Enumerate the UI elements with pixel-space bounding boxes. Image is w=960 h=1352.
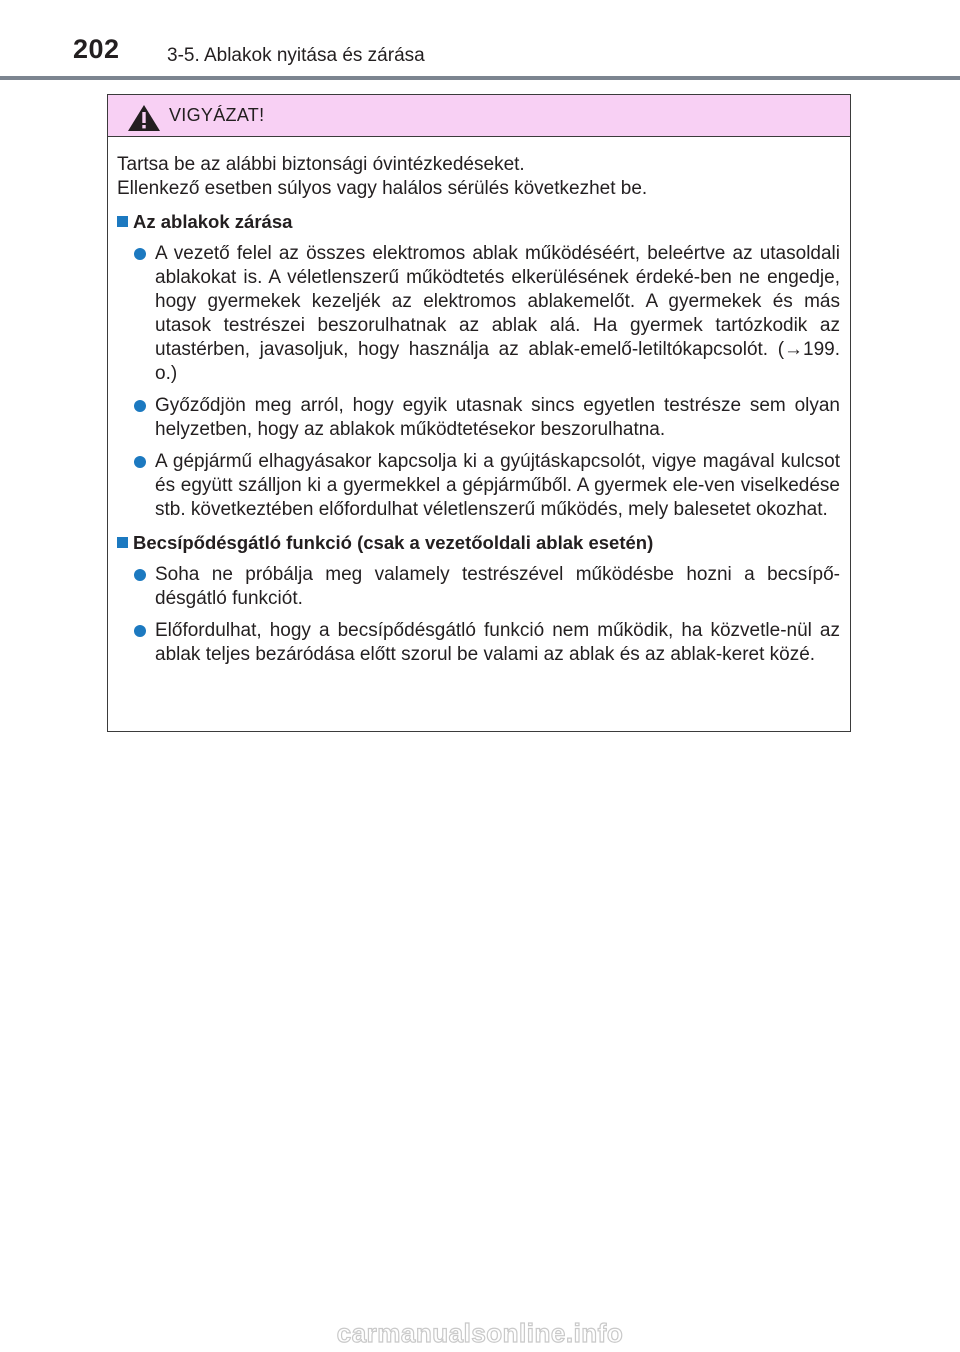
warning-triangle-icon bbox=[127, 104, 161, 132]
watermark-text: carmanualsonline.info bbox=[336, 1320, 624, 1348]
round-bullet-icon bbox=[134, 400, 146, 412]
list-item bbox=[117, 450, 840, 522]
list-item bbox=[117, 242, 840, 386]
header-rule bbox=[0, 76, 960, 80]
warning-intro bbox=[117, 153, 840, 201]
page-header bbox=[0, 0, 960, 80]
list-item-text: Győződjön meg arról, hogy egyik utasnak sincs egyetlen testrésze sem olyan helyzetben, hogy az ablakok működtetésekor beszorulhatna. bbox=[155, 395, 840, 440]
page-number: 202 bbox=[73, 34, 120, 64]
list-item bbox=[117, 394, 840, 442]
warning-title: VIGYÁZAT! bbox=[169, 105, 265, 125]
list-item-text: Soha ne próbálja meg valamely testrészével működésbe hozni a becsípő-désgátló funkciót. bbox=[155, 564, 840, 609]
list-item bbox=[117, 563, 840, 611]
list-item-text: A vezető felel az összes elektromos ablak működéséért, beleértve az utasoldali ablakokat is. A véletlenszerű működtetés elkerülésének érdeké-ben ne engedje, hogy gyermekek kezeljék az elektromos ablakemelőt. A gyermekek és más utasok testrészei beszorulhatnak az ablak alá. Ha gyermek tartózkodik az utastérben, javasoljuk, hogy használja az ablak-emelő-letiltókapcsolót. (→199. o.) bbox=[155, 243, 840, 384]
round-bullet-icon bbox=[134, 569, 146, 581]
list-item-text: A gépjármű elhagyásakor kapcsolja ki a gyújtáskapcsolót, vigye magával kulcsot és együtt szálljon ki a gyermekkel a gépjárműből. A gyermek ele-ven viselkedése stb. következtében előfordulhat véletlenszerű működés, mely balesetet okozhat. bbox=[155, 451, 840, 520]
square-bullet-icon bbox=[117, 216, 128, 227]
warning-header bbox=[108, 95, 850, 137]
section-heading-text: Az ablakok zárása bbox=[133, 211, 293, 232]
round-bullet-icon bbox=[134, 248, 146, 260]
section-heading-jam-protection bbox=[117, 531, 840, 555]
intro-line: Ellenkező esetben súlyos vagy halálos sérülés következhet be. bbox=[117, 178, 648, 199]
round-bullet-icon bbox=[134, 456, 146, 468]
warning-body bbox=[108, 137, 850, 667]
section-heading-text: Becsípődésgátló funkció (csak a vezetőoldali ablak esetén) bbox=[133, 532, 654, 553]
square-bullet-icon bbox=[117, 537, 128, 548]
list-item-text: Előfordulhat, hogy a becsípődésgátló funkció nem működik, ha közvetle-nül az ablak teljes bezáródása előtt szorul be valami az ablak és az ablak-keret közé. bbox=[155, 620, 840, 665]
intro-line: Tartsa be az alábbi biztonsági óvintézkedéseket. bbox=[117, 154, 525, 175]
section-title: 3-5. Ablakok nyitása és zárása bbox=[167, 45, 425, 66]
warning-box bbox=[107, 94, 851, 732]
list-item bbox=[117, 619, 840, 667]
section-heading-window-closing bbox=[117, 210, 840, 234]
round-bullet-icon bbox=[134, 625, 146, 637]
watermark bbox=[0, 1320, 960, 1350]
